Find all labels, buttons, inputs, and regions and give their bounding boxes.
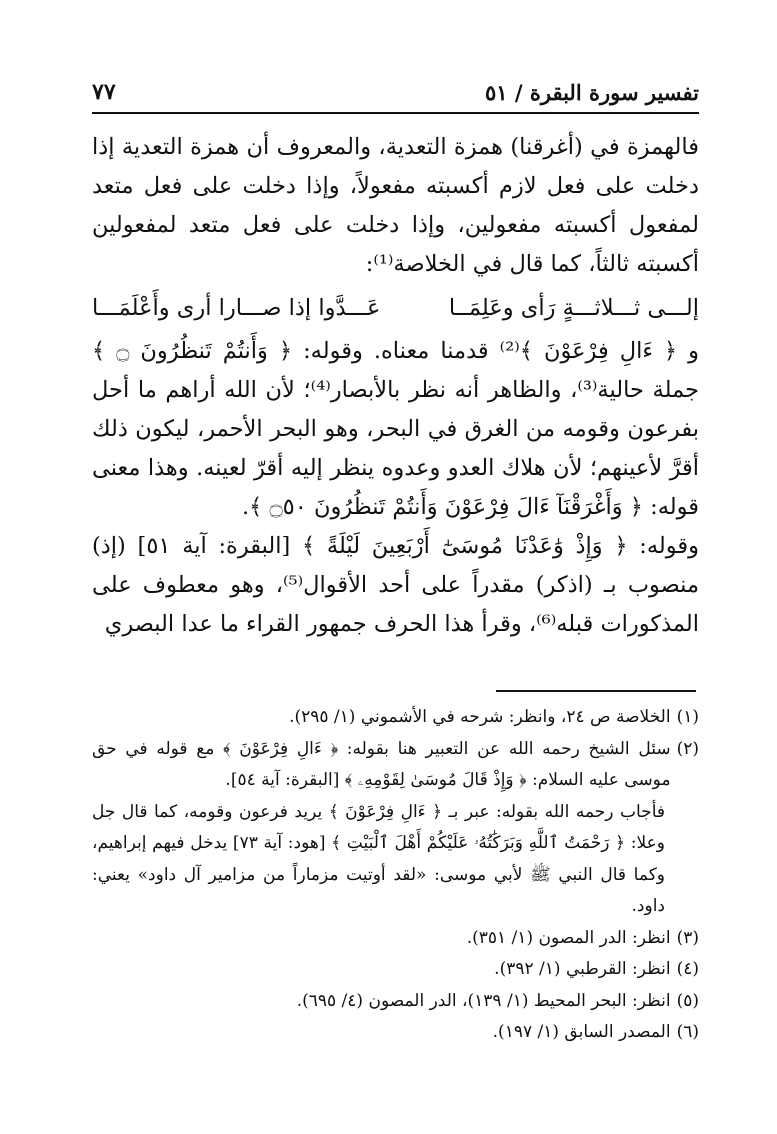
footnote-2-continuation: فأجاب رحمه الله بقوله: عبر بـ ﴿ ءَالِ فِرْعَوْنَ ﴾ يريد فرعون وقومه، كما قال جل وعلا: ﴿ رَحْمَتُ ٱللَّهِ وَبَرَكَٰتُهُۥ عَلَيْكُمْ أَهْلَ ٱلْبَيْتِ ﴾ [هود: آية ٧٣] يدخل فيهم إبراهيم، وكما قال النبي ﷺ لأبي موسى: «لقد أوتيت مزماراً من مزامير آل داود» يعني: داود. bbox=[92, 801, 665, 916]
footnote-6 bbox=[92, 1017, 699, 1049]
footnote-number: (٣) bbox=[676, 927, 699, 948]
footnote-number: (١) bbox=[676, 707, 699, 727]
footnote-text: الخلاصة ص ٢٤، وانظر: شرحه في الأشموني (١/ ٢٩٥). bbox=[289, 707, 671, 727]
footnote-divider bbox=[496, 690, 696, 692]
running-header bbox=[92, 74, 699, 110]
footnote-text: انظر: البحر المحيط (١/ ١٣٩)، الدر المصون (٤/ ٦٩٥). bbox=[296, 990, 671, 1011]
verse-hemistich-left: عَـــدَّوا إذا صـــارا أرى وأَعْلَمَـــا bbox=[92, 295, 381, 321]
footnote-number: (٤) bbox=[676, 959, 699, 979]
footnote-1 bbox=[92, 702, 699, 734]
header-divider bbox=[92, 112, 699, 114]
running-title: تفسير سورة البقرة / ٥١ bbox=[485, 79, 699, 105]
footnote-text: انظر: الدر المصون (١/ ٣٥١). bbox=[466, 927, 671, 948]
footnote-5 bbox=[92, 986, 699, 1018]
footnote-number: (٦) bbox=[676, 1022, 699, 1042]
footnotes bbox=[92, 702, 699, 1049]
paragraph-3: وقوله: ﴿ وَإِذْ وَٰعَدْنَا مُوسَىٰٓ أَرْبَعِينَ لَيْلَةً ﴾ [البقرة: آية ٥١] (إذ) منصوب بـ (اذكر) مقدراً على أحد الأقوال⁽⁵⁾، وهو معطوف على المذكورات قبله⁽⁶⁾، وقرأ هذا الحرف جمهور القراء ما عدا البصري bbox=[92, 533, 699, 637]
paragraph-2: و ﴿ ءَالِ فِرْعَوْنَ ﴾⁽²⁾ قدمنا معناه. وقوله: ﴿ وَأَنتُمْ تَنظُرُونَ ۝ ﴾ جملة حالية⁽³⁾، والظاهر أنه نظر بالأبصار⁽⁴⁾؛ لأن الله أراهم ما أحل بفرعون وقومه من الغرق في البحر، وهو البحر الأحمر، ليكون ذلك أقرَّ لأعينهم؛ لأن هلاك العدو وعدوه ينظر إليه أقرّ لعينه. وهذا معنى قوله: ﴿ وَأَغْرَقْنَآ ءَالَ فِرْعَوْنَ وَأَنتُمْ تَنظُرُونَ ۝٥٠ ﴾. bbox=[92, 338, 699, 520]
footnote-text: سئل الشيخ رحمه الله عن التعبير هنا بقوله: ﴿ ءَالِ فِرْعَوْنَ ﴾ مع قوله في حق موسى عليه السلام: ﴿ وَإِذْ قَالَ مُوسَىٰ لِقَوْمِهِۦ ﴾ [البقرة: آية ٥٤]. bbox=[92, 738, 671, 790]
page-number: ٧٧ bbox=[92, 79, 116, 105]
main-text bbox=[92, 128, 699, 644]
verse-hemistich-right: إلـــى ثـــلاثـــةٍ رَأى وعَلِمَــا bbox=[448, 295, 699, 321]
poetry-verse bbox=[92, 286, 699, 330]
footnote-3 bbox=[92, 923, 699, 955]
footnote-number: (٥) bbox=[676, 990, 699, 1011]
paragraph-1: فالهمزة في (أغرقنا) همزة التعدية، والمعروف أن همزة التعدية إذا دخلت على فعل لازم أكسبته مفعولاً، وإذا دخلت على فعل متعد لمفعول أكسبته مفعولين، وإذا دخلت على فعل متعد لمفعولين أكسبته ثالثاً، كما قال في الخلاصة⁽¹⁾: bbox=[92, 134, 699, 277]
footnote-text: المصدر السابق (١/ ١٩٧). bbox=[492, 1022, 671, 1042]
footnote-text: انظر: القرطبي (١/ ٣٩٢). bbox=[494, 959, 671, 979]
footnote-2 bbox=[92, 734, 699, 797]
footnote-number: (٢) bbox=[676, 738, 699, 759]
footnote-4 bbox=[92, 954, 699, 986]
